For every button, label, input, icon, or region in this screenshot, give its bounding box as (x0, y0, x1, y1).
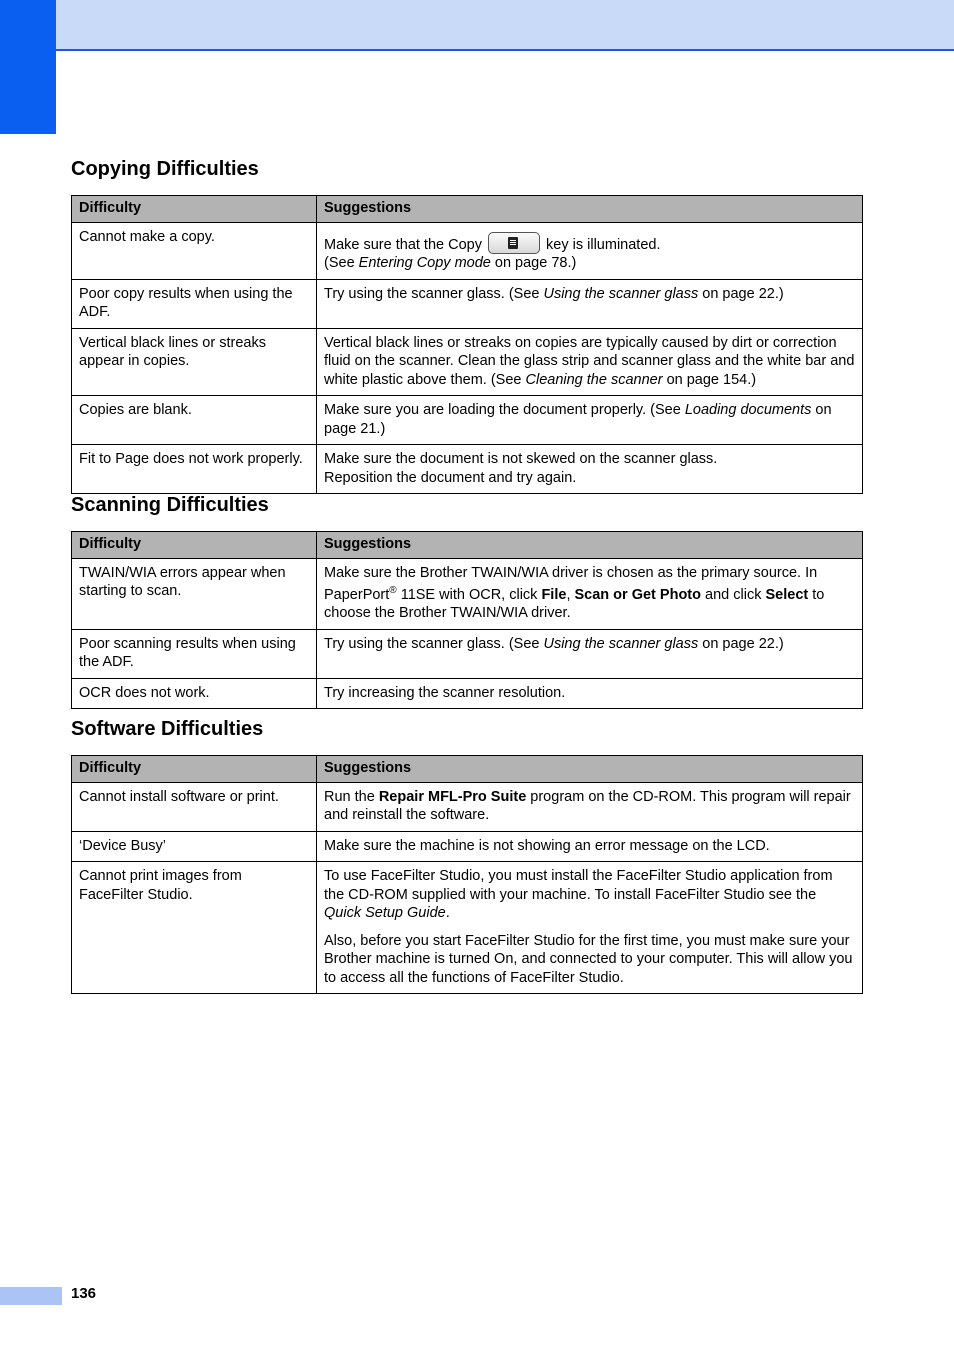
table-row (72, 279, 863, 328)
copying-table (71, 195, 863, 494)
document-icon (508, 237, 518, 249)
suggestion-text: Try using the scanner glass. (See (324, 285, 544, 302)
suggestion-cell (317, 558, 863, 629)
table-header-row (72, 756, 863, 783)
difficulty-cell: Poor copy results when using the ADF. (72, 279, 317, 328)
page-number: 136 (71, 1285, 97, 1302)
cross-reference: Entering Copy mode (358, 255, 491, 271)
suggestion-cell (317, 862, 863, 994)
suggestion-text: on page 22.) (698, 635, 784, 652)
difficulty-cell: Cannot print images from FaceFilter Studio. (72, 862, 317, 994)
table-row (72, 558, 863, 629)
difficulty-cell: Poor scanning results when using the ADF. (72, 629, 317, 678)
table-row (72, 396, 863, 445)
table-header-row (72, 196, 863, 223)
suggestion-cell (317, 782, 863, 831)
suggestion-text: . (445, 905, 450, 921)
table-row (72, 862, 863, 994)
suggestion-text: Make sure the document is not skewed on the scanner glass. (324, 451, 718, 467)
suggestion-text: To use FaceFilter Studio, you must install the FaceFilter Studio application from the CD-ROM supplied with your machine. To install FaceFilter Studio see the (324, 868, 833, 903)
suggestion-text: Reposition the document and try again. (324, 469, 577, 486)
table-row (72, 831, 863, 862)
difficulty-cell: Cannot make a copy. (72, 222, 317, 279)
cross-reference: Cleaning the scanner (525, 371, 663, 388)
difficulty-cell: TWAIN/WIA errors appear when starting to scan. (72, 558, 317, 629)
suggestion-text: Try using the scanner glass. (See (324, 635, 544, 652)
scanning-table (71, 531, 863, 709)
software-table (71, 755, 863, 994)
chapter-side-tab (0, 0, 56, 134)
suggestion-cell: Try increasing the scanner resolution. (317, 678, 863, 709)
menu-ref-file: File (541, 586, 567, 603)
suggestion-text: to choose the Brother TWAIN/WIA driver. (324, 586, 825, 622)
cross-reference: Loading documents (684, 402, 812, 418)
copy-key-icon (488, 232, 540, 254)
suggestion-text: Vertical black lines or streaks on copies are typically caused by dirt or correction fluid on the scanner. Clean the glass strip and scanner glass and the white bar and white plastic above them. (See (324, 334, 855, 388)
suggestion-cell (317, 279, 863, 328)
suggestion-cell (317, 396, 863, 445)
suggestion-text: on page 22.) (698, 285, 784, 302)
difficulty-cell: Fit to Page does not work properly. (72, 445, 317, 494)
difficulty-cell: OCR does not work. (72, 678, 317, 709)
suggestion-text: Make sure you are loading the document properly. (See (324, 402, 685, 418)
scanning-section-title: Scanning Difficulties (71, 494, 269, 516)
cross-reference: Quick Setup Guide (324, 905, 446, 921)
difficulty-cell: Copies are blank. (72, 396, 317, 445)
registered-mark: ® (389, 585, 397, 596)
suggestion-cell (317, 629, 863, 678)
suggestion-text: key is illuminated. (546, 236, 661, 253)
difficulty-cell: Cannot install software or print. (72, 782, 317, 831)
suggestion-cell (317, 445, 863, 494)
cross-reference: Using the scanner glass (543, 285, 699, 302)
suggestion-cell (317, 328, 863, 396)
suggestion-text: 11SE with OCR, click (396, 586, 542, 603)
table-row (72, 222, 863, 279)
table-row (72, 445, 863, 494)
suggestion-text: on page 154.) (662, 371, 757, 388)
software-section-title: Software Difficulties (71, 718, 264, 740)
table-row (72, 629, 863, 678)
suggestion-text: Run the (324, 788, 379, 805)
table-header-row (72, 532, 863, 559)
table-row (72, 782, 863, 831)
program-name: Repair MFL-Pro Suite (378, 788, 527, 805)
suggestion-cell (317, 222, 863, 279)
header-band (0, 0, 954, 51)
menu-ref-select: Select (765, 586, 809, 603)
suggestion-cell: Make sure the machine is not showing an error message on the LCD. (317, 831, 863, 862)
suggestion-text: (See (324, 255, 359, 271)
difficulty-cell: ‘Device Busy’ (72, 831, 317, 862)
suggestion-text: on page 21.) (324, 402, 832, 437)
suggestion-text: , (566, 586, 575, 603)
suggestion-text: program on the CD-ROM. This program will repair and reinstall the software. (324, 788, 851, 823)
table-row (72, 678, 863, 709)
suggestion-text: Make sure the Brother TWAIN/WIA driver is chosen as the primary source. In PaperPort (324, 564, 818, 603)
menu-ref-scan: Scan or Get Photo (574, 586, 701, 603)
suggestion-text: Make sure that the Copy (324, 236, 482, 253)
page-number-tab (0, 1287, 62, 1305)
cross-reference: Using the scanner glass (543, 635, 699, 652)
difficulty-cell: Vertical black lines or streaks appear in copies. (72, 328, 317, 396)
table-row (72, 328, 863, 396)
suggestion-text: Also, before you start FaceFilter Studio for the first time, you must make sure your Brother machine is turned On, and connected to your computer. This will allow you to access all the functions of FaceFilter Studio. (324, 932, 853, 986)
copying-section-title: Copying Difficulties (71, 158, 259, 180)
suggestion-text: and click (701, 586, 766, 603)
suggestions-header: Suggestions (317, 196, 863, 223)
suggestions-header: Suggestions (317, 756, 863, 783)
difficulty-header: Difficulty (72, 756, 317, 783)
suggestions-header: Suggestions (317, 532, 863, 559)
suggestion-text: on page 78.) (490, 255, 577, 271)
difficulty-header: Difficulty (72, 532, 317, 559)
difficulty-header: Difficulty (72, 196, 317, 223)
